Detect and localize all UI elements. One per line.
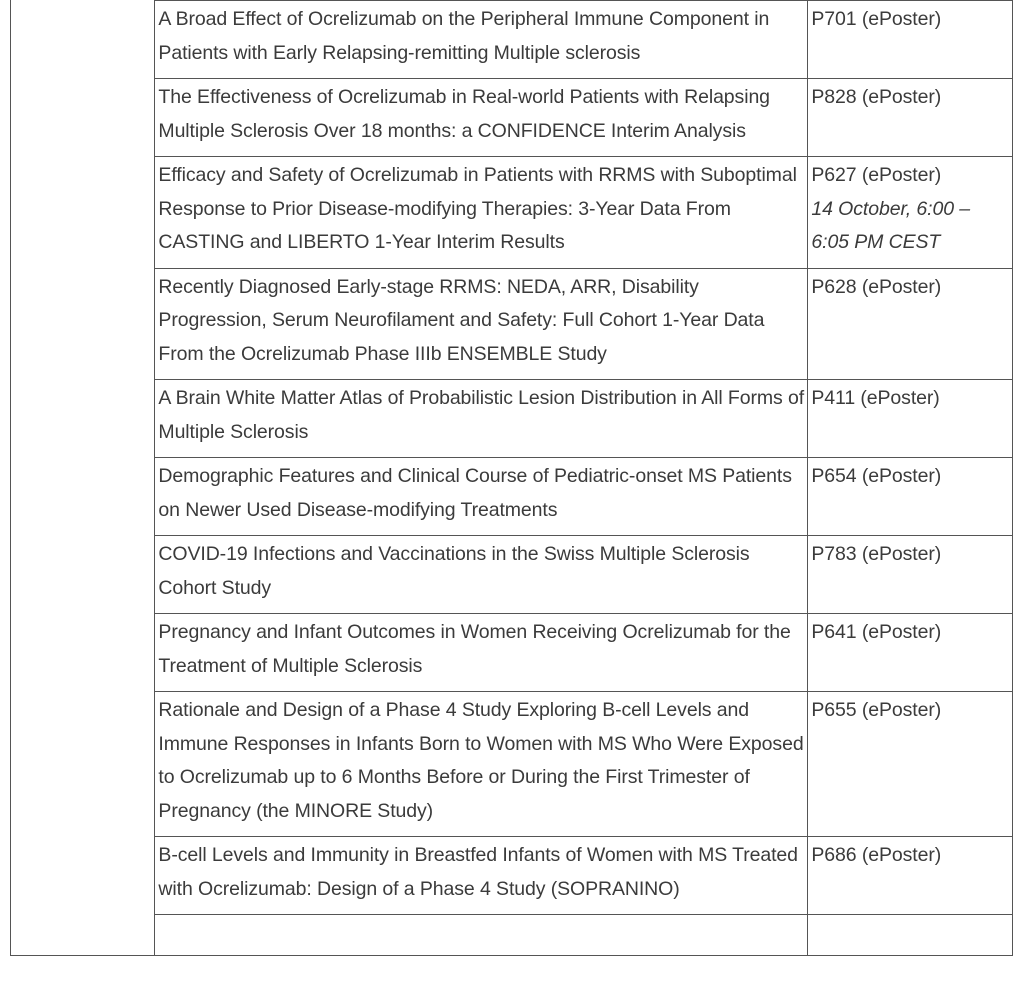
table-row <box>11 380 1013 458</box>
abstract-number-cell <box>808 536 1013 614</box>
abstract-number-cell <box>808 614 1013 692</box>
abstract-number-text: P701 (ePoster) <box>811 8 942 30</box>
abstract-title-text: A Broad Effect of Ocrelizumab on the Peripheral Immune Component in Patients with Early Relapsing-remitting Multiple sclerosis <box>158 8 770 64</box>
abstract-title-cell <box>155 837 808 915</box>
table-row <box>11 1 1013 79</box>
presentation-schedule-text: 14 October, 6:00 – 6:05 PM CEST <box>811 197 971 253</box>
abstract-title-cell <box>155 380 808 458</box>
abstract-title-text: COVID-19 Infections and Vaccinations in the Swiss Multiple Sclerosis Cohort Study <box>158 543 750 599</box>
abstract-number-text: P654 (ePoster) <box>811 465 942 487</box>
abstract-title-text: B-cell Levels and Immunity in Breastfed Infants of Women with MS Treated with Ocrelizumab: Design of a Phase 4 Study (SOPRANINO) <box>158 844 798 900</box>
abstract-number-text: P641 (ePoster) <box>811 621 942 643</box>
abstract-number-text: P655 (ePoster) <box>811 699 942 721</box>
abstract-title-cell <box>155 268 808 380</box>
abstract-title-cell <box>155 536 808 614</box>
abstract-number-cell <box>808 157 1013 269</box>
title-cell-clipped-bottom <box>155 915 808 956</box>
abstract-number-text: P411 (ePoster) <box>811 387 940 409</box>
abstract-title-text: Pregnancy and Infant Outcomes in Women Receiving Ocrelizumab for the Treatment of Multiple Sclerosis <box>158 621 791 677</box>
table-row <box>11 458 1013 536</box>
abstract-table <box>10 0 1013 956</box>
abstract-table-body <box>11 0 1013 956</box>
abstract-title-text: Recently Diagnosed Early-stage RRMS: NEDA, ARR, Disability Progression, Serum Neurofilament and Safety: Full Cohort 1-Year Data From the Ocrelizumab Phase IIIb ENSEMBLE Study <box>158 275 765 365</box>
table-row <box>11 837 1013 915</box>
table-row <box>11 79 1013 157</box>
abstract-number-cell <box>808 458 1013 536</box>
abstract-title-cell <box>155 79 808 157</box>
abstract-title-cell <box>155 1 808 79</box>
table-row <box>11 614 1013 692</box>
left-spacer-column <box>11 0 155 956</box>
abstract-title-cell <box>155 157 808 269</box>
table-row-clipped-bottom <box>11 915 1013 956</box>
abstract-title-text: Efficacy and Safety of Ocrelizumab in Patients with RRMS with Suboptimal Response to Prior Disease-modifying Therapies: 3-Year Data From CASTING and LIBERTO 1-Year Interim Results <box>158 164 797 253</box>
abstract-number-text: P686 (ePoster) <box>811 844 942 866</box>
abstract-title-cell <box>155 458 808 536</box>
abstract-number-text: P627 (ePoster) <box>811 164 942 186</box>
abstract-title-text: Demographic Features and Clinical Course of Pediatric-onset MS Patients on Newer Used Disease-modifying Treatments <box>158 465 792 521</box>
abstract-number-text: P828 (ePoster) <box>811 86 942 108</box>
abstract-number-text: P628 (ePoster) <box>811 275 942 298</box>
abstract-number-cell <box>808 837 1013 915</box>
abstract-number-cell <box>808 79 1013 157</box>
abstract-number-cell <box>808 1 1013 79</box>
abstract-title-text: A Brain White Matter Atlas of Probabilistic Lesion Distribution in All Forms of Multiple Sclerosis <box>158 387 805 443</box>
table-row <box>11 536 1013 614</box>
abstract-number-cell <box>808 268 1013 380</box>
abstract-title-text: The Effectiveness of Ocrelizumab in Real-world Patients with Relapsing Multiple Sclerosis Over 18 months: a CONFIDENCE Interim Analysis <box>158 86 770 142</box>
abstract-title-cell <box>155 692 808 837</box>
table-row <box>11 157 1013 269</box>
code-cell-clipped-bottom <box>808 915 1013 956</box>
abstract-number-cell <box>808 692 1013 837</box>
abstract-title-cell <box>155 614 808 692</box>
table-row <box>11 692 1013 837</box>
abstract-number-text: P783 (ePoster) <box>811 543 942 565</box>
abstract-title-text: Rationale and Design of a Phase 4 Study Exploring B-cell Levels and Immune Responses in Infants Born to Women with MS Who Were Exposed to Ocrelizumab up to 6 Months Before or During the First Trimester of Pregnancy (the MINORE Study) <box>158 699 804 822</box>
abstract-table-container <box>10 0 1014 956</box>
abstract-number-cell <box>808 380 1013 458</box>
table-row <box>11 268 1013 380</box>
